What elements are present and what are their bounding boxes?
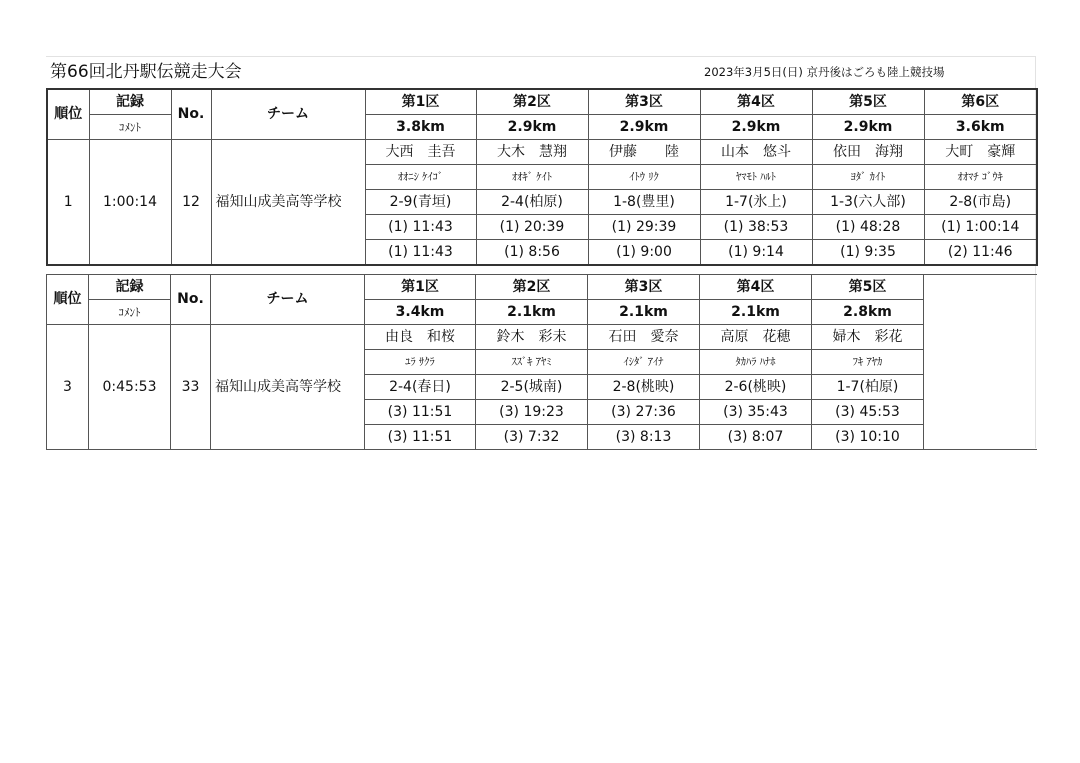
runner-name: 大西 圭吾 <box>365 140 476 165</box>
team-name: 福知山成美高等学校 <box>211 140 365 266</box>
leg-label: 第4区 <box>700 275 812 300</box>
results-table-race-1 <box>46 88 1038 266</box>
runner-name: 大町 豪輝 <box>924 140 1037 165</box>
comment-header: ｺﾒﾝﾄ <box>89 115 171 140</box>
date-venue: 2023年3月5日(日) 京丹後はごろも陸上競技場 <box>704 65 945 79</box>
empty-cell <box>924 425 1037 450</box>
split-time: (3) 10:10 <box>812 425 924 450</box>
runner-kana: ｲﾄｳ ﾘｸ <box>588 165 700 190</box>
runner-name: 依田 海翔 <box>812 140 924 165</box>
leg-label: 第1区 <box>365 275 476 300</box>
runner-grade-school: 2-6(桃映) <box>700 375 812 400</box>
runner-kana: ｲｼﾀﾞ ｱｲﾅ <box>588 350 700 375</box>
runner-kana: ｵｵﾆｼ ｹｲｺﾞ <box>365 165 476 190</box>
leg-label: 第3区 <box>588 275 700 300</box>
leg-label: 第2区 <box>476 275 588 300</box>
team-number: 33 <box>171 325 211 450</box>
rank-value: 1 <box>47 140 89 266</box>
runner-kana: ﾔﾏﾓﾄ ﾊﾙﾄ <box>700 165 812 190</box>
cumulative-time: (1) 1:00:14 <box>924 215 1037 240</box>
page-title: 第66回北丹駅伝競走大会 <box>50 62 242 82</box>
leg-label: 第5区 <box>812 89 924 115</box>
leg-distance: 2.9km <box>588 115 700 140</box>
record-header: 記録 <box>89 89 171 115</box>
cumulative-time: (1) 11:43 <box>365 215 476 240</box>
team-number: 12 <box>171 140 211 266</box>
cumulative-time: (1) 38:53 <box>700 215 812 240</box>
runner-kana: ｽｽﾞｷ ｱﾔﾐ <box>476 350 588 375</box>
leg-label: 第4区 <box>700 89 812 115</box>
leg-distance: 2.1km <box>476 300 588 325</box>
leg-distance: 2.1km <box>700 300 812 325</box>
record-header: 記録 <box>89 275 171 300</box>
empty-cell <box>924 400 1037 425</box>
split-time: (1) 9:35 <box>812 240 924 266</box>
runner-name: 伊藤 陸 <box>588 140 700 165</box>
cumulative-time: (1) 29:39 <box>588 215 700 240</box>
runner-grade-school: 2-4(春日) <box>365 375 476 400</box>
record-value: 0:45:53 <box>89 325 171 450</box>
leg-distance: 2.1km <box>588 300 700 325</box>
comment-header: ｺﾒﾝﾄ <box>89 300 171 325</box>
cumulative-time: (3) 11:51 <box>365 400 476 425</box>
team-header: チーム <box>211 89 365 140</box>
runner-name: 山本 悠斗 <box>700 140 812 165</box>
cumulative-time: (3) 27:36 <box>588 400 700 425</box>
cumulative-time: (1) 20:39 <box>476 215 588 240</box>
results-table-race-3 <box>46 274 1037 450</box>
no-header: No. <box>171 89 211 140</box>
runner-grade-school: 1-7(柏原) <box>812 375 924 400</box>
runner-kana: ｵｵｷﾞ ｹｲﾄ <box>476 165 588 190</box>
runner-name: 石田 愛奈 <box>588 325 700 350</box>
split-time: (1) 8:56 <box>476 240 588 266</box>
results-sheet <box>46 56 1036 448</box>
runner-name: 大木 慧翔 <box>476 140 588 165</box>
leg-distance: 2.9km <box>812 115 924 140</box>
empty-cell <box>924 375 1037 400</box>
runner-name: 由良 和桜 <box>365 325 476 350</box>
runner-kana: ｵｵﾏﾁ ｺﾞｳｷ <box>924 165 1037 190</box>
runner-kana: ﾖﾀﾞ ｶｲﾄ <box>812 165 924 190</box>
leg-distance: 2.9km <box>476 115 588 140</box>
split-time: (3) 8:13 <box>588 425 700 450</box>
runner-grade-school: 2-8(桃映) <box>588 375 700 400</box>
split-time: (3) 8:07 <box>700 425 812 450</box>
runner-grade-school: 1-3(六人部) <box>812 190 924 215</box>
no-header: No. <box>171 275 211 325</box>
header-row-legs <box>47 89 1037 115</box>
runner-name: 婦木 彩花 <box>812 325 924 350</box>
runner-grade-school: 1-7(氷上) <box>700 190 812 215</box>
rank-value: 3 <box>47 325 89 450</box>
leg-distance: 2.9km <box>700 115 812 140</box>
split-time: (1) 11:43 <box>365 240 476 266</box>
runner-kana: ﾕﾗ ｻｸﾗ <box>365 350 476 375</box>
rank-header: 順位 <box>47 89 89 140</box>
split-time: (1) 9:00 <box>588 240 700 266</box>
split-time: (3) 7:32 <box>476 425 588 450</box>
runner-grade-school: 2-4(柏原) <box>476 190 588 215</box>
header-row-legs <box>47 275 1037 300</box>
split-time: (2) 11:46 <box>924 240 1037 266</box>
leg-label: 第2区 <box>476 89 588 115</box>
empty-cell <box>924 325 1037 350</box>
cumulative-time: (1) 48:28 <box>812 215 924 240</box>
empty-cell <box>924 300 1037 325</box>
cumulative-time: (3) 19:23 <box>476 400 588 425</box>
leg-label: 第3区 <box>588 89 700 115</box>
runner-name-row <box>47 140 1037 165</box>
runner-name: 高原 花穂 <box>700 325 812 350</box>
runner-grade-school: 2-9(青垣) <box>365 190 476 215</box>
record-value: 1:00:14 <box>89 140 171 266</box>
empty-cell <box>924 350 1037 375</box>
rank-header: 順位 <box>47 275 89 325</box>
leg-distance: 3.6km <box>924 115 1037 140</box>
empty-cell <box>924 275 1037 300</box>
leg-label: 第1区 <box>365 89 476 115</box>
runner-grade-school: 2-8(市島) <box>924 190 1037 215</box>
runner-grade-school: 1-8(豊里) <box>588 190 700 215</box>
leg-label: 第5区 <box>812 275 924 300</box>
runner-name-row <box>47 325 1037 350</box>
cumulative-time: (3) 35:43 <box>700 400 812 425</box>
leg-label: 第6区 <box>924 89 1037 115</box>
leg-distance: 3.4km <box>365 300 476 325</box>
runner-kana: ﾌｷ ｱﾔｶ <box>812 350 924 375</box>
split-time: (3) 11:51 <box>365 425 476 450</box>
team-name: 福知山成美高等学校 <box>211 325 365 450</box>
cumulative-time: (3) 45:53 <box>812 400 924 425</box>
split-time: (1) 9:14 <box>700 240 812 266</box>
leg-distance: 3.8km <box>365 115 476 140</box>
runner-name: 鈴木 彩未 <box>476 325 588 350</box>
runner-grade-school: 2-5(城南) <box>476 375 588 400</box>
leg-distance: 2.8km <box>812 300 924 325</box>
runner-kana: ﾀｶﾊﾗ ﾊﾅﾎ <box>700 350 812 375</box>
team-header: チーム <box>211 275 365 325</box>
